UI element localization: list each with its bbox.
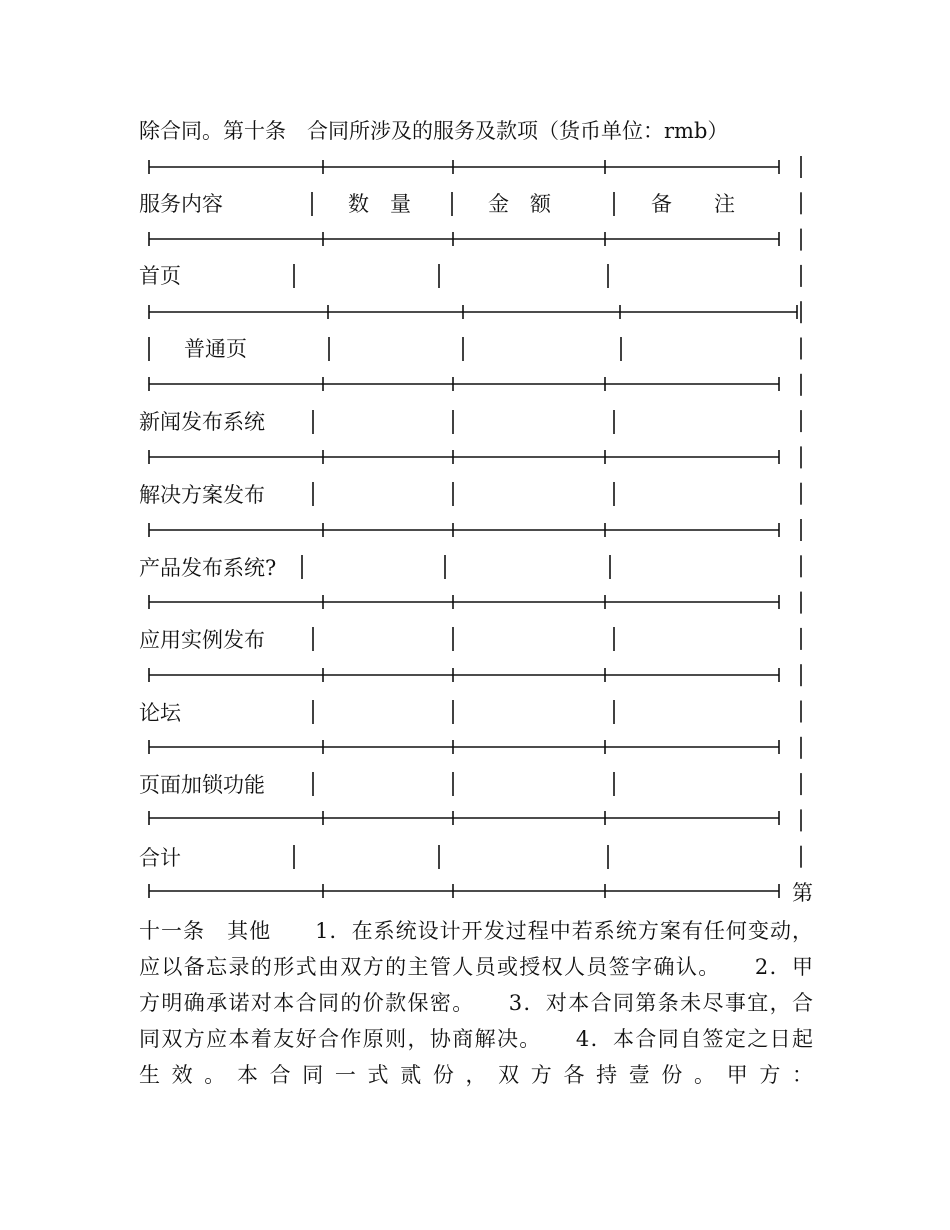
row-label-page-lock: 页面加锁功能 bbox=[139, 773, 265, 797]
intro-line: 除合同。第十条 合同所涉及的服务及款项（货币单位：rmb） bbox=[139, 119, 729, 143]
body-line-1: 十一条 其他 1．在系统设计开发过程中若系统方案有任何变动， bbox=[139, 919, 813, 943]
row-label-product-system: 产品发布系统? bbox=[139, 556, 277, 580]
body-line-4: 同双方应本着友好合作原则，协商解决。 4．本合同自签定之日起 bbox=[139, 1027, 813, 1051]
header-quantity: 数 量 bbox=[348, 192, 411, 216]
header-service-content: 服务内容 bbox=[139, 192, 223, 216]
body-line-5: 生效。本合同一式贰份，双方各持壹份。甲方： bbox=[139, 1063, 813, 1087]
header-amount: 金 额 bbox=[488, 192, 551, 216]
row-label-news-system: 新闻发布系统 bbox=[139, 410, 265, 434]
row-label-total: 合计 bbox=[139, 846, 181, 870]
row-label-forum: 论坛 bbox=[139, 701, 181, 725]
row-label-homepage: 首页 bbox=[139, 264, 181, 288]
row-label-regular-page: 普通页 bbox=[184, 337, 247, 361]
row-label-solution-publish: 解决方案发布 bbox=[139, 483, 265, 507]
body-line-2: 应以备忘录的形式由双方的主管人员或授权人员签字确认。 2．甲 bbox=[139, 955, 813, 979]
row-label-case-publish: 应用实例发布 bbox=[139, 628, 265, 652]
header-remarks: 备 注 bbox=[651, 192, 735, 216]
trailing-text: 第 bbox=[792, 881, 813, 905]
body-line-3: 方明确承诺对本合同的价款保密。 3．对本合同第条未尽事宜，合 bbox=[139, 991, 813, 1015]
